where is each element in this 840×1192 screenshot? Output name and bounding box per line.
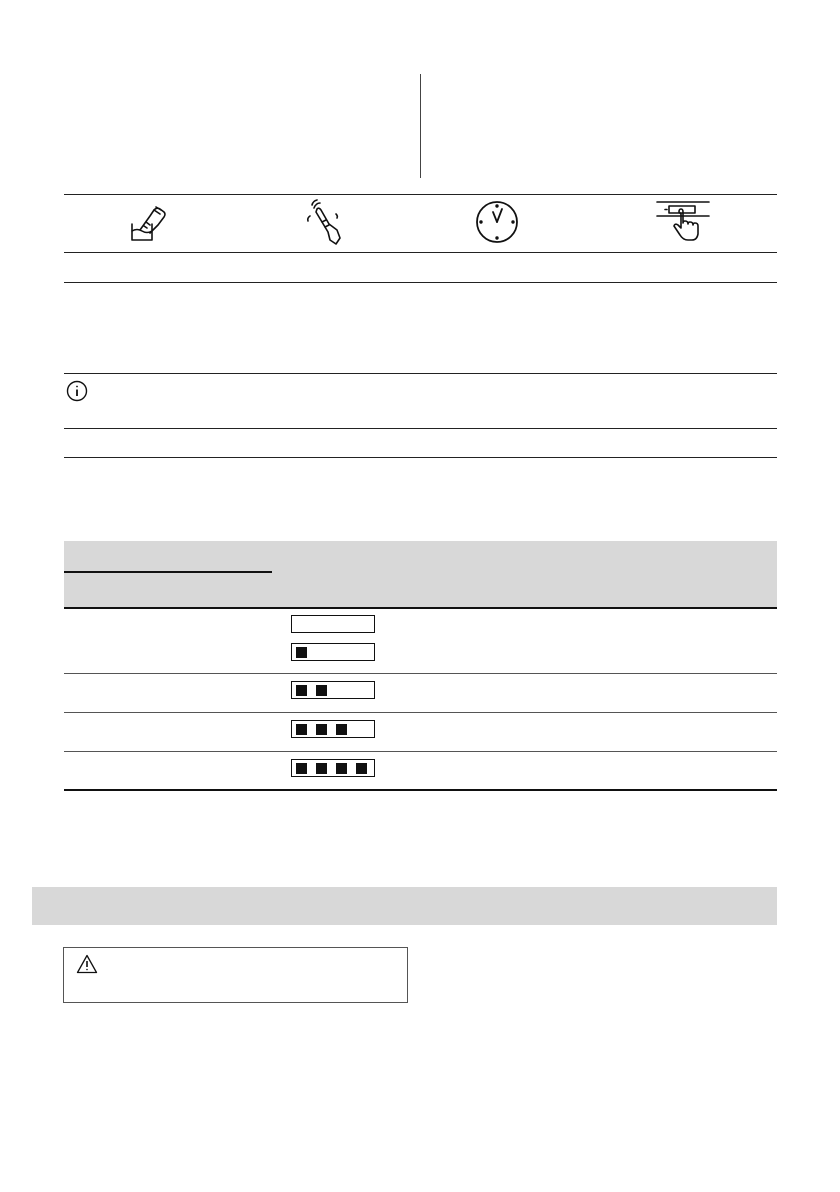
level-indicator-2 (291, 681, 375, 699)
section-rule-2 (64, 457, 777, 458)
level-indicator-4 (291, 759, 375, 777)
info-icon (66, 380, 88, 405)
section-header-band (32, 887, 777, 925)
hand-touch-sensor-icon (300, 198, 346, 246)
section-rule (64, 282, 777, 283)
warning-box (63, 947, 408, 1003)
table-header-bottom-rule (64, 607, 777, 609)
info-note-top-rule (64, 373, 777, 374)
icon-strip-bottom-rule (64, 252, 777, 253)
warning-triangle-icon (76, 954, 98, 977)
level-square (296, 685, 307, 696)
level-square (336, 763, 347, 774)
level-square (316, 724, 327, 735)
level-square (296, 647, 307, 658)
table-row-rule (64, 712, 777, 713)
table-row-rule (64, 751, 777, 752)
level-square (336, 724, 347, 735)
hand-press-control-panel-icon (655, 198, 711, 246)
icon-strip-top-rule (64, 194, 777, 195)
level-indicator-3 (291, 720, 375, 738)
column-divider (420, 74, 421, 178)
level-square (316, 685, 327, 696)
level-indicator-0 (291, 615, 375, 633)
level-square (316, 763, 327, 774)
level-square (356, 763, 367, 774)
table-row-rule (64, 673, 777, 674)
table-header (64, 541, 777, 607)
clock-icon (474, 199, 520, 245)
level-square (296, 763, 307, 774)
table-header-subrule (64, 571, 272, 573)
hand-cleaning-pot-icon (126, 200, 172, 246)
level-indicator-1 (291, 643, 375, 661)
table-bottom-rule (64, 789, 777, 791)
level-square (296, 724, 307, 735)
info-note-bottom-rule (64, 428, 777, 429)
